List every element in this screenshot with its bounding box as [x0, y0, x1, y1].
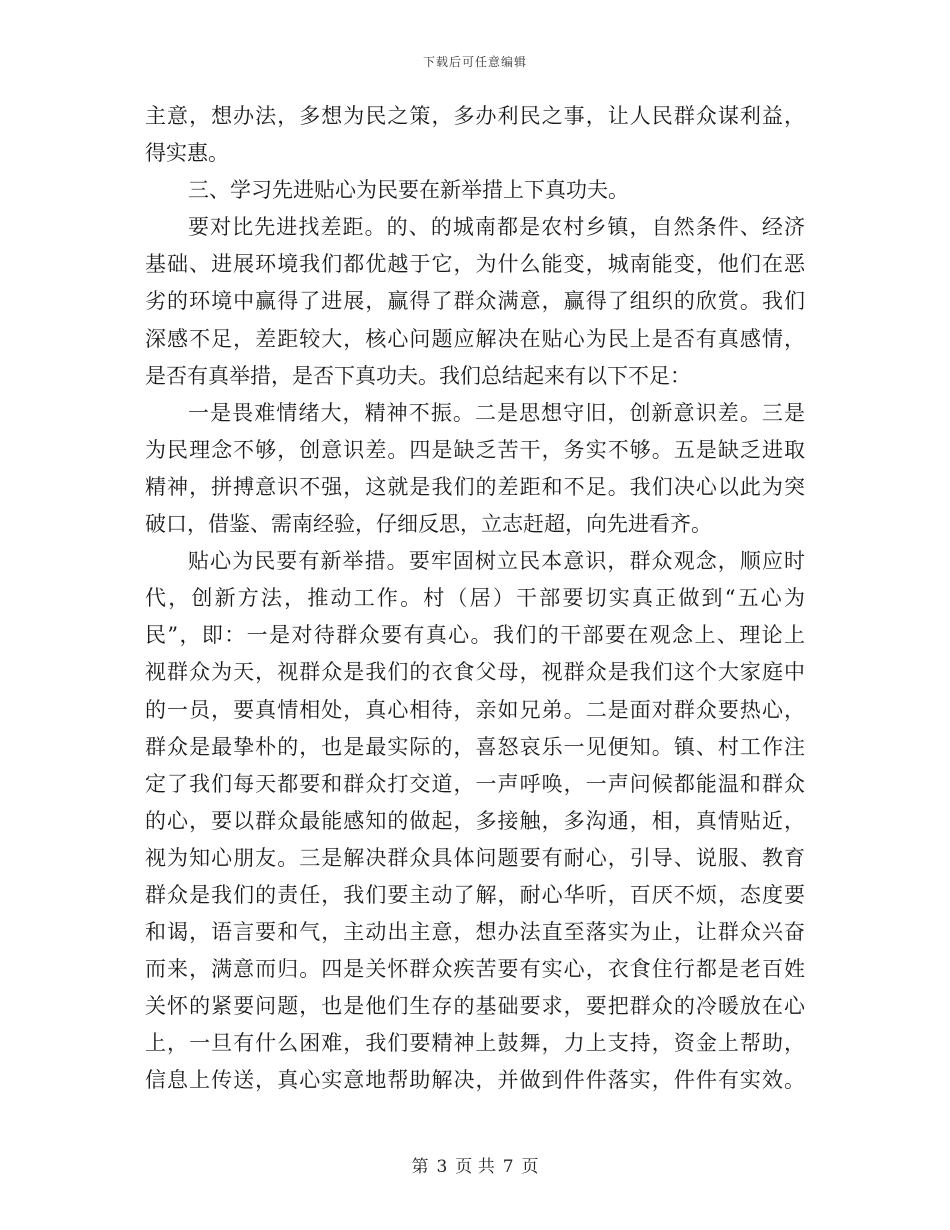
- text-line: 三、学习先进贴心为民要在新举措上下真功夫。: [188, 178, 629, 203]
- text-line: 关怀的紧要问题，也是他们生存的基础要求，要把群众的冷暖放在心: [145, 994, 805, 1019]
- text-line: 视群众为天，视群众是我们的衣食父母，视群众是我们这个大家庭中: [145, 660, 805, 685]
- text-line: 定了我们每天都要和群众打交道，一声呼唤，一声问候都能温和群众: [145, 771, 805, 796]
- text-line: 视为知心朋友。三是解决群众具体问题要有耐心，引导、说服、教育: [145, 845, 805, 870]
- text-line: 和谒，语言要和气，主动出主意，想办法直至落实为止，让群众兴奋: [145, 920, 805, 945]
- text-line: 主意，想办法，多想为民之策，多办利民之事，让人民群众谋利益，: [145, 104, 805, 128]
- footer-suffix: 页: [521, 1157, 539, 1177]
- footer-middle: 页 共: [455, 1157, 495, 1177]
- text-line: 深感不足，差距较大，核心问题应解决在贴心为民上是否有真感情，: [145, 326, 805, 351]
- document-body: [145, 98, 805, 1100]
- text-line: 是否有真举措，是否下真功夫。我们总结起来有以下不足：: [145, 363, 691, 388]
- text-line: 民”，即：一是对待群众要有真心。我们的干部要在观念上、理论上: [145, 623, 805, 648]
- text-line: 为民理念不够，创意识差。四是缺乏苦干，务实不够。五是缺乏进取: [145, 437, 805, 462]
- page-footer: [0, 1152, 950, 1177]
- text-line: 的心，要以群众最能感知的做起，多接触，多沟通，相，真情贴近，: [145, 808, 805, 833]
- text-line: 信息上传送，真心实意地帮助解决，并做到件件落实，件件有实效。: [145, 1068, 805, 1093]
- footer-prefix: 第: [411, 1157, 429, 1177]
- text-line: 的一员，要真情相处，真心相待，亲如兄弟。二是面对群众要热心，: [145, 697, 805, 722]
- text-line: 群众是我们的责任，我们要主动了解，耐心华听，百厌不烦，态度要: [145, 882, 805, 907]
- text-line: 劣的环境中赢得了进展，赢得了群众满意，赢得了组织的欣赏。我们: [145, 289, 805, 314]
- text-line: 群众是最挚朴的，也是最实际的，喜怒哀乐一见便知。镇、村工作注: [145, 734, 805, 759]
- text-line: 精神，拼搏意识不强，这就是我们的差距和不足。我们决心以此为突: [145, 474, 805, 499]
- text-line: 而来，满意而归。四是关怀群众疾苦要有实心，衣食住行都是老百姓: [145, 957, 805, 982]
- text-line: 代，创新方法，推动工作。村（居）干部要切实真正做到“五心为: [145, 586, 805, 611]
- text-line: 破口，借鉴、需南经验，仔细反思，立志赶超，向先进看齐。: [145, 512, 712, 537]
- text-line: 得实惠。: [145, 141, 229, 166]
- text-line: 上，一旦有什么困难，我们要精神上鼓舞，力上支持，资金上帮助，: [145, 1031, 805, 1056]
- text-line: 要对比先进找差距。的、的城南都是农村乡镇，自然条件、经济: [188, 215, 805, 240]
- text-line: 基础、进展环境我们都优越于它，为什么能变，城南能变，他们在恶: [145, 252, 805, 277]
- text-line: 一是畏难情绪大，精神不振。二是思想守旧，创新意识差。三是: [188, 400, 805, 425]
- footer-page-current: 3: [436, 1157, 448, 1177]
- footer-page-total: 7: [502, 1157, 514, 1177]
- text-line: 贴心为民要有新举措。要牢固树立民本意识，群众观念，顺应时: [188, 549, 805, 574]
- page-header: 下载后可任意编辑: [422, 55, 527, 69]
